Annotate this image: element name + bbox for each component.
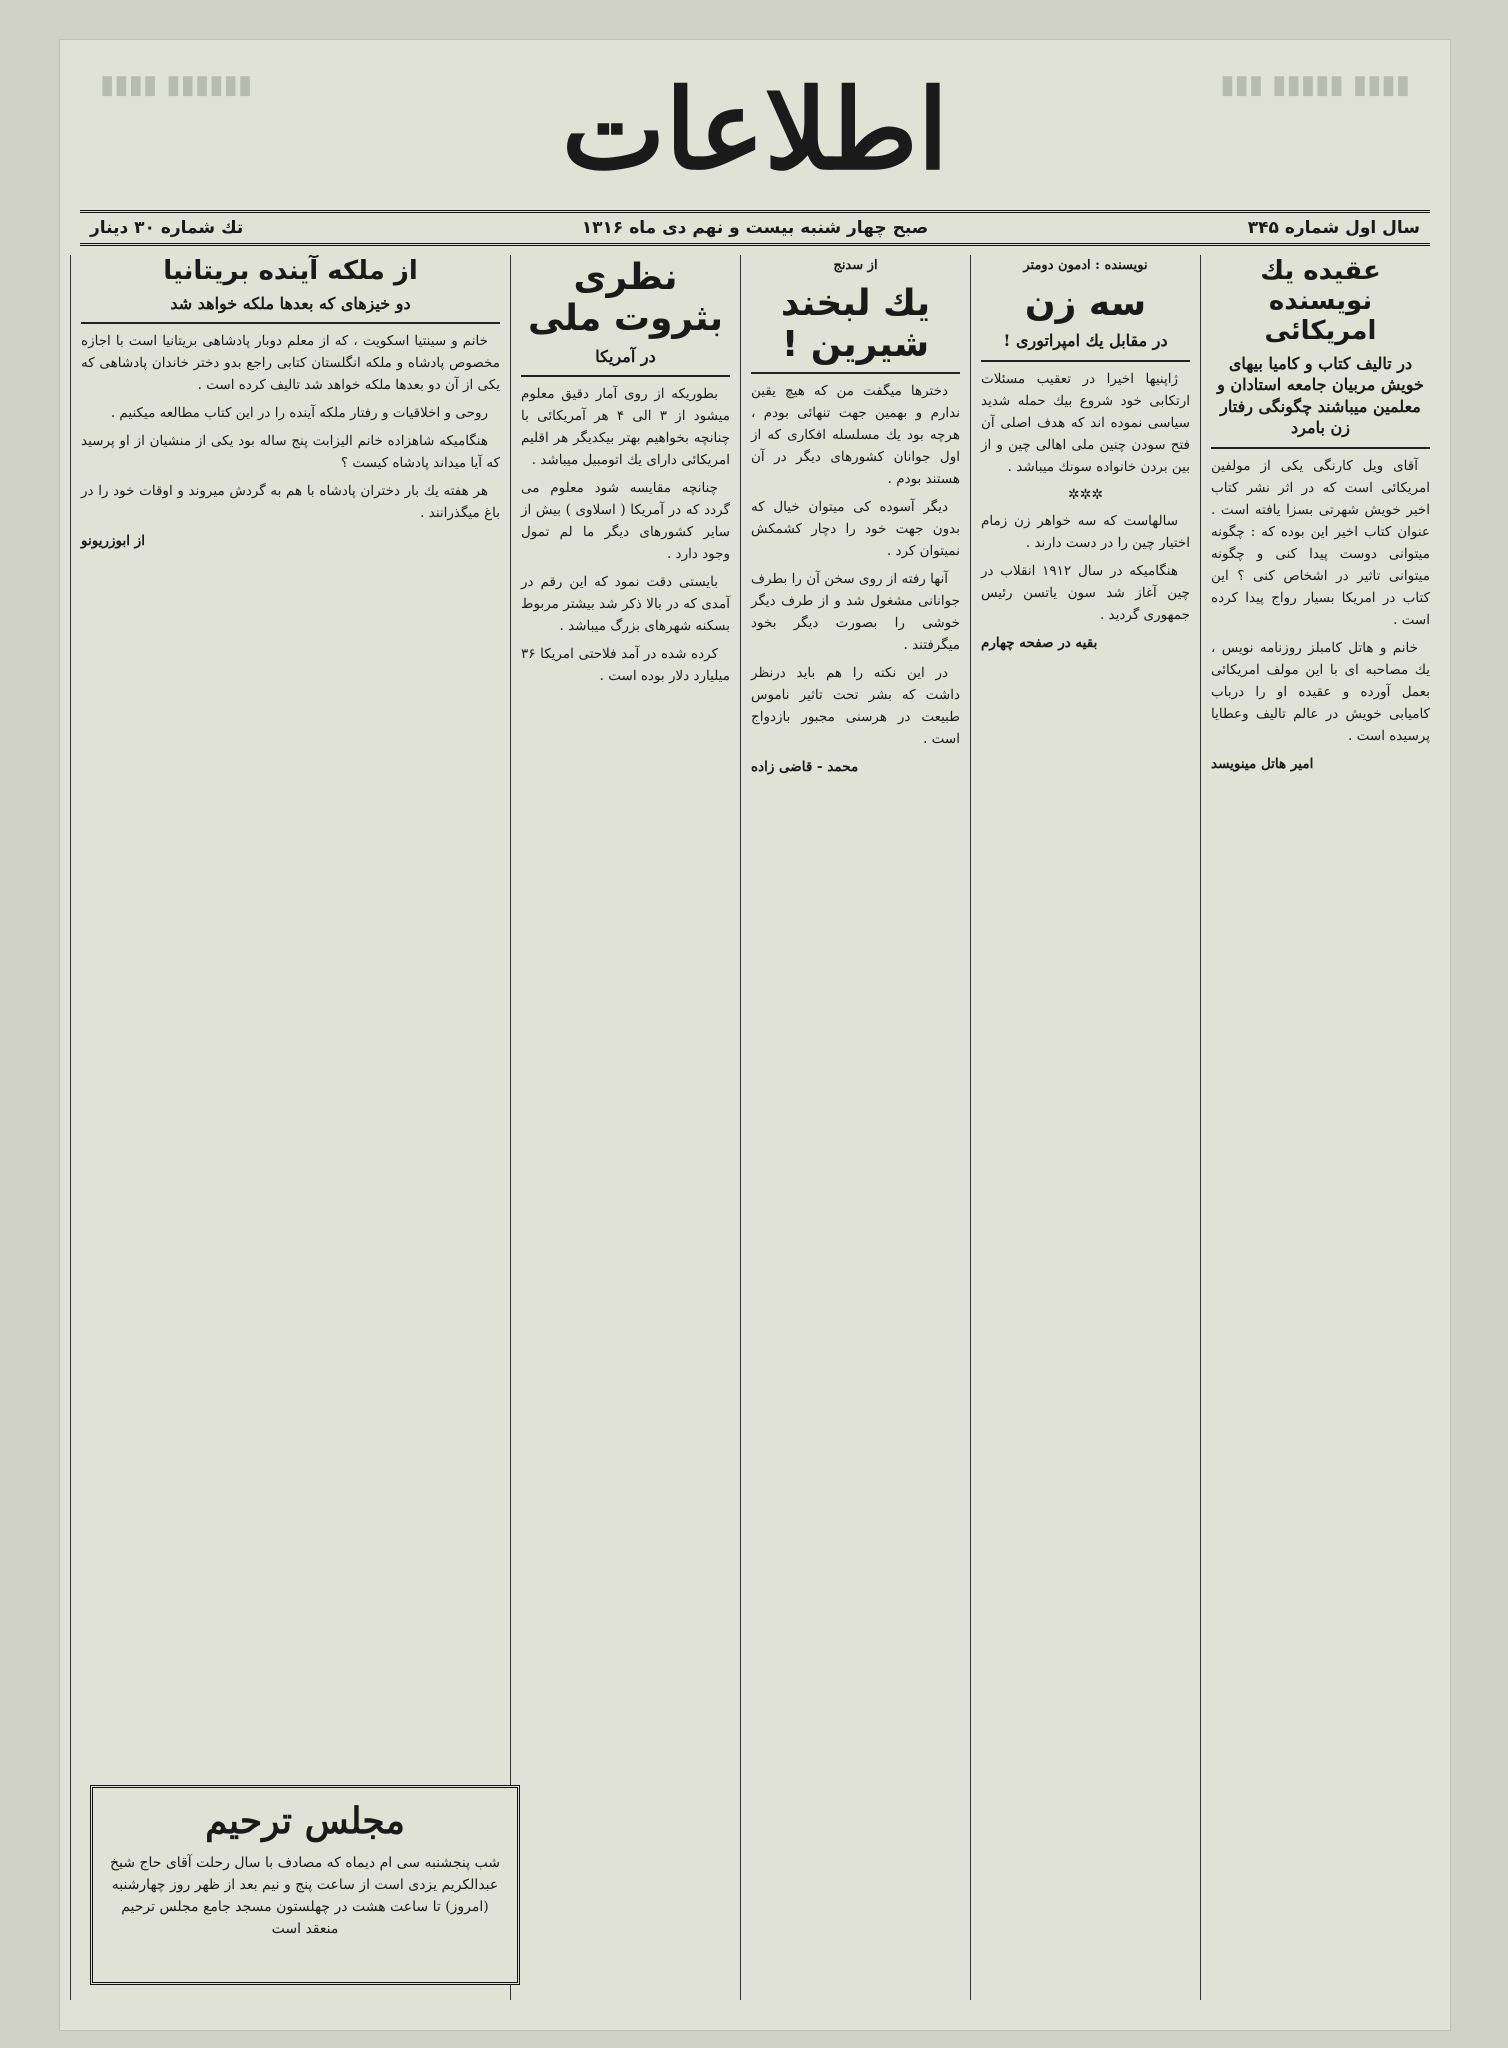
divider [1211,447,1430,449]
notice-title: مجلس ترحیم [205,1800,405,1842]
article-paragraph: هر هفته یك بار دختران پادشاه با هم به گردش میروند و اوقات خود را در باغ میگذرانند . [81,483,500,522]
divider [81,322,500,324]
article-headline: سه زن [1024,283,1147,324]
column-future-queen [70,255,510,2000]
article-paragraph: هنگامیكه در سال ۱۹۱۲ انقلاب در چین آغاز شد سون یاتسن رئیس جمهوری گردید . [981,562,1190,623]
article-paragraph: خانم و هاتل كامبلز روزنامه نویس ، یك مصاحبه ای با این مولف امریكائی بعمل آورده و عقیده او را درباب كامیابی خویش در عالم تالیف وعطایا پرسیده است . [1211,640,1430,745]
column-sweet-smile [740,255,970,2000]
dateline [80,210,1430,246]
article-paragraph: دیگر آسوده كی میتوان خیال كه بدون جهت خود را دچار كشمكش نمیتوان كرد . [751,498,960,559]
article-paragraph: ژاپنیها اخیرا در تعقیب مسئلات ارتكابی خود شروع بیك حمله شدید سیاسی نموده اند كه هدف اصلی آن فتح سودن چنین ملی اهالی چین و از بین بردن خانواده سونك میباشد . [981,370,1190,475]
article-paragraph: هنگامیكه شاهزاده خانم الیزابت پنج ساله بود یكی از منشیان از او پرسید كه آیا میداند پادشاه كیست ؟ [81,433,500,472]
article-author: از ابوزریونو [81,533,145,550]
article-subhead: در مقابل یك امپراتوری ! [1003,331,1168,351]
divider [751,372,960,374]
article-headline: نظری بثروت ملی [527,257,724,340]
article-paragraph: خانم و سینتیا اسكویت ، كه از معلم دوبار پادشاهی بریتانیا است با اجازه مخصوص پادشاه و ملكه انگلستان كتابی راجع بدو دختر خاندان پادشاهی كه یكی از آن دو بعدها ملكه خواهد شد تالیف كرده است . [81,333,500,394]
notice-body: شب پنجشنبه سی ام دیماه که مصادف با سال رحلت آقای حاج شیخ عبدالکریم یزدی است از ساعت پنج و نیم بعد از ظهر روز چهارشنبه (امروز) تا ساعت هشت در چهلستون مسجد جامع مجلس ترحیم منعقد است [110,1855,500,1937]
newspaper-page [60,40,1450,2030]
article-paragraph: كرده شده در آمد فلاحتی امریكا ۳۶ میلیارد دلار بوده است . [521,646,730,685]
issue-price: تك شماره ۳۰ دینار [90,218,244,238]
article-paragraph: آقای ویل كارنگی یكی از مولفین امریكائی است كه در اثر نشر كتاب اخیر خویش شهرتی بسزا یافته است . عنوان كتاب اخیر این بوده كه : چگونه میتوانی دوست پیدا كنی و چگونه میتوانی تاثیر در اشخاص كنی ؟ این كتاب در امریكا بسیار رواج پیدا كرده است . [1211,458,1430,629]
masthead-title: اطلاعات [561,65,949,194]
article-paragraph: بطوریكه از روی آمار دقیق معلوم میشود از ۳ الی ۴ هر آمریكائی با چنانچه بخواهیم بهتر بیكدیگر هر اقلیم امریكائی دارای یك اتومبیل میباشد . [521,386,730,469]
article-subhead: دو خیزهای كه بعدها ملكه خواهد شد [170,293,411,313]
continued-note: بقیه در صفحه چهارم [981,634,1098,651]
column-three-women [970,255,1200,2000]
article-subhead: در تالیف كتاب و كامیا بیهای خویش مربیان جامعه استادان و معلمین میباشند چگونگی رفتار زن بامرد [1217,353,1424,438]
article-paragraph: چنانچه مقایسه شود معلوم می گردد كه در آمریكا ( اسلاوی ) بیش از سایر كشورهای دیگر ما لم تمول وجود دارد . [521,480,730,563]
article-paragraph: بایستی دقت نمود كه این رقم در آمدی كه در بالا ذكر شد بیشتر مربوط بسكنه شهرهای بزرگ میباشد . [521,574,730,635]
ghost-text-left: ▮▮▮▮▮▮ ▮▮▮▮ [100,70,253,100]
article-paragraph: روحی و اخلاقیات و رفتار ملكه آینده را در این كتاب مطالعه میكنیم . [110,405,488,422]
issue-number: سال اول شماره ۳۴۵ [1247,218,1420,238]
article-author: امیر هاتل مینویسد [1211,756,1314,773]
column-american-writer [1200,255,1440,2000]
article-author: محمد - قاضی زاده [751,758,859,775]
article-headline: یك لبخند شیرین ! [780,283,931,366]
section-stars: ✲✲✲ [1067,486,1104,503]
article-paragraph: در این نكته را هم باید درنظر داشت كه بشر تحت تاثیر ناموس طبیعت در هرسنی مجبور بازدواج است . [751,664,960,747]
ghost-text-right: ▮▮▮▮ ▮▮▮▮▮ ▮▮▮ [1220,70,1410,100]
column-national-wealth [510,255,740,2000]
article-paragraph: دخترها میگفت من كه هیچ یقین ندارم و بهمین جهت تنهائی بودم ، هرچه بود یك مسلسله افكاری كه از اول جوانان كشورهای دیگر در آن هستند بودم . [751,382,960,487]
issue-date: صبح چهار شنبه بیست و نهم دی ماه ۱۳۱۶ [581,218,929,238]
article-byline: از سدنج [833,258,878,273]
article-headline: از ملكه آینده بریتانیا [163,256,418,286]
article-paragraph: آنها رفته از روی سخن آن را بطرف جوانانی مشغول شد و از طرف دیگر خوشی را بصورت دیگر بخود میگرفتند . [751,570,960,653]
divider [521,375,730,377]
divider [981,360,1190,362]
article-subhead: در آمریکا [595,346,656,366]
article-paragraph: سالهاست كه سه خواهر زن زمام اختیار چین را در دست دارند . [981,512,1190,551]
article-headline: عقیده یك نویسنده امریكائی [1260,256,1381,346]
article-byline: نویسنده : ادمون دومتر [1023,258,1148,273]
memorial-notice [90,1785,520,1985]
